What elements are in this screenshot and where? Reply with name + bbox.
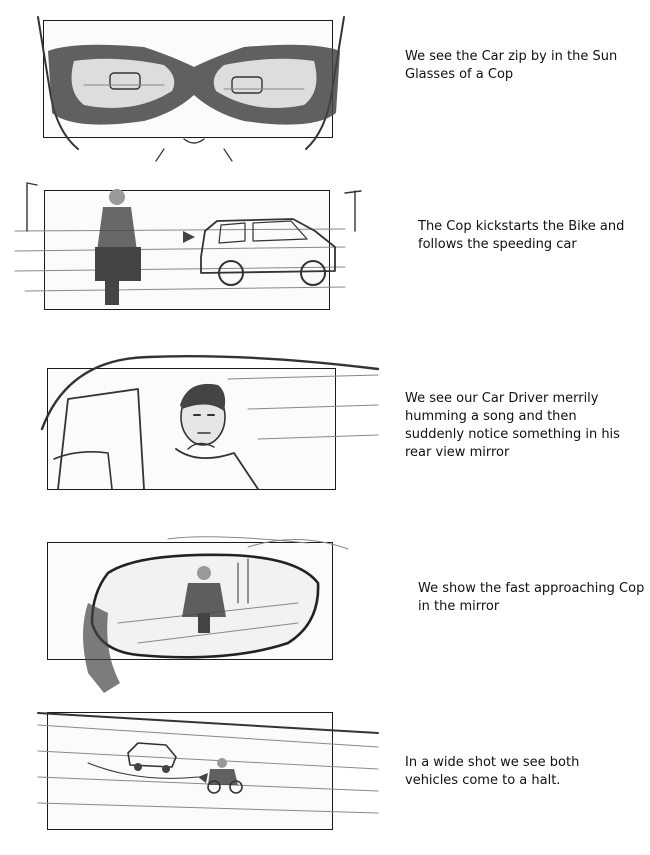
frame-5-caption: In a wide shot we see both vehicles come to a halt.: [405, 755, 580, 788]
sketch-car-driver: [48, 369, 348, 499]
frame-3-caption: We see our Car Driver merrily humming a song and then suddenly notice something in his rear view mirror: [405, 391, 620, 460]
storyboard-frame-1: [43, 20, 333, 138]
storyboard-frame-2: [44, 190, 330, 310]
sketch-cop-in-mirror: [48, 543, 348, 703]
frame-4-caption: We show the fast approaching Cop in the mirror: [418, 581, 645, 614]
sketch-vehicles-halt: [48, 713, 348, 843]
frame-2-caption: The Cop kickstarts the Bike and follows the speeding car: [418, 219, 625, 252]
storyboard-frame-3: [47, 368, 336, 490]
sketch-cop-chasing-car: [45, 191, 345, 321]
storyboard-frame-4: [47, 542, 333, 660]
sketch-sunglasses-reflection: [44, 21, 344, 161]
storyboard-frame-5: [47, 712, 333, 830]
frame-1-caption: We see the Car zip by in the Sun Glasses of a Cop: [405, 49, 618, 82]
